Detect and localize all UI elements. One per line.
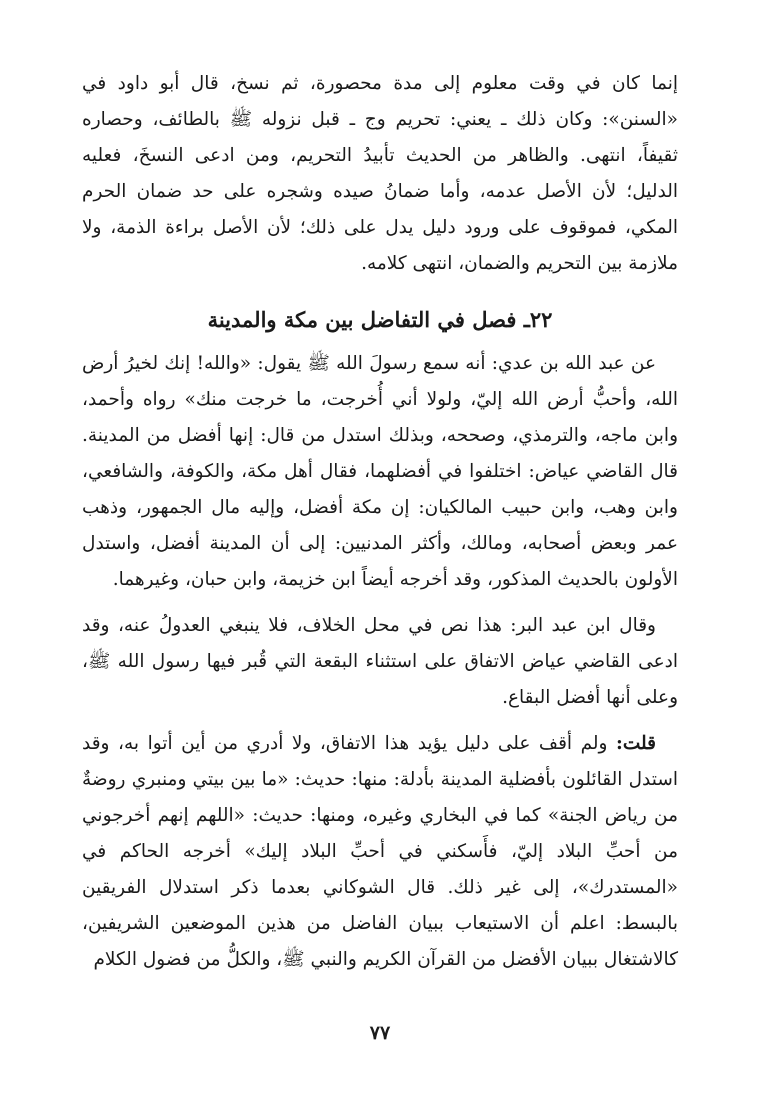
intro-paragraph: إنما كان في وقت معلوم إلى مدة محصورة، ثم نسخ، قال أبو داود في «السنن»: وكان ذلك ـ يعني: تحريم وج ـ قبل نزوله ﷺ بالطائف، وحصاره ثقيفاً، انتهى. والظاهر من الحديث تأبيدُ التحريم، ومن ادعى النسخَ، فعليه الدليل؛ لأن الأصل عدمه، وأما ضمانُ صيده وشجره على حد ضمان الحرم المكي، فموقوف على ورود دليل يدل على ذلك؛ لأن الأصل براءة الذمة، ولا ملازمة بين التحريم والضمان، انتهى كلامه. [82,73,678,274]
section-heading: ٢٢ـ فصل في التفاضل بين مكة والمدينة [207,307,553,332]
section-paragraph-3 [82,726,678,978]
section-paragraph-1: عن عبد الله بن عدي: أنه سمع رسولَ الله ﷺ يقول: «والله! إنك لخيرُ أرض الله، وأحبُّ أرض الله إليّ، ولولا أني أُخرجت، ما خرجت منك» رواه وأحمد، وابن ماجه، والترمذي، وصححه، وبذلك استدل من قال: إنها أفضل من المدينة. قال القاضي عياض: اختلفوا في أفضلهما، فقال أهل مكة، والكوفة، والشافعي، وابن وهب، وابن حبيب المالكيان: إن مكة أفضل، وإليه مال الجمهور، وذهب عمر وبعض أصحابه، ومالك، وأكثر المدنيين: إلى أن المدينة أفضل، واستدل الأولون بالحديث المذكور، وقد أخرجه أيضاً ابن خزيمة، وابن حبان، وغيرهما. [82,353,678,590]
page-number: ٧٧ [369,1022,391,1044]
section-paragraph-2: وقال ابن عبد البر: هذا نص في محل الخلاف، فلا ينبغي العدولُ عنه، وقد ادعى القاضي عياض الاتفاق على استثناء البقعة التي قُبر فيها رسول الله ﷺ، وعلى أنها أفضل البقاع. [82,615,678,708]
paragraph-lead-word: قلت: [616,733,656,754]
page-content [82,66,678,978]
paragraph-body: ولم أقف على دليل يؤيد هذا الاتفاق، ولا أدري من أين أتوا به، وقد استدل القائلون بأفضلية المدينة بأدلة: منها: حديث: «ما بين بيتي ومنبري روضةٌ من رياض الجنة» كما في البخاري وغيره، ومنها: حديث: «اللهم إنهم أخرجوني من أحبِّ البلاد إليّ، فأَسكني في أحبِّ البلاد إليك» أخرجه الحاكم في «المستدرك»، إلى غير ذلك. قال الشوكاني بعدما ذكر استدلال الفريقين بالبسط: اعلم أن الاستيعاب ببيان الفاضل من هذين الموضعين الشريفين، كالاشتغال ببيان الأفضل من القرآن الكريم والنبي ﷺ، والكلُّ من فضول الكلام [82,733,678,970]
